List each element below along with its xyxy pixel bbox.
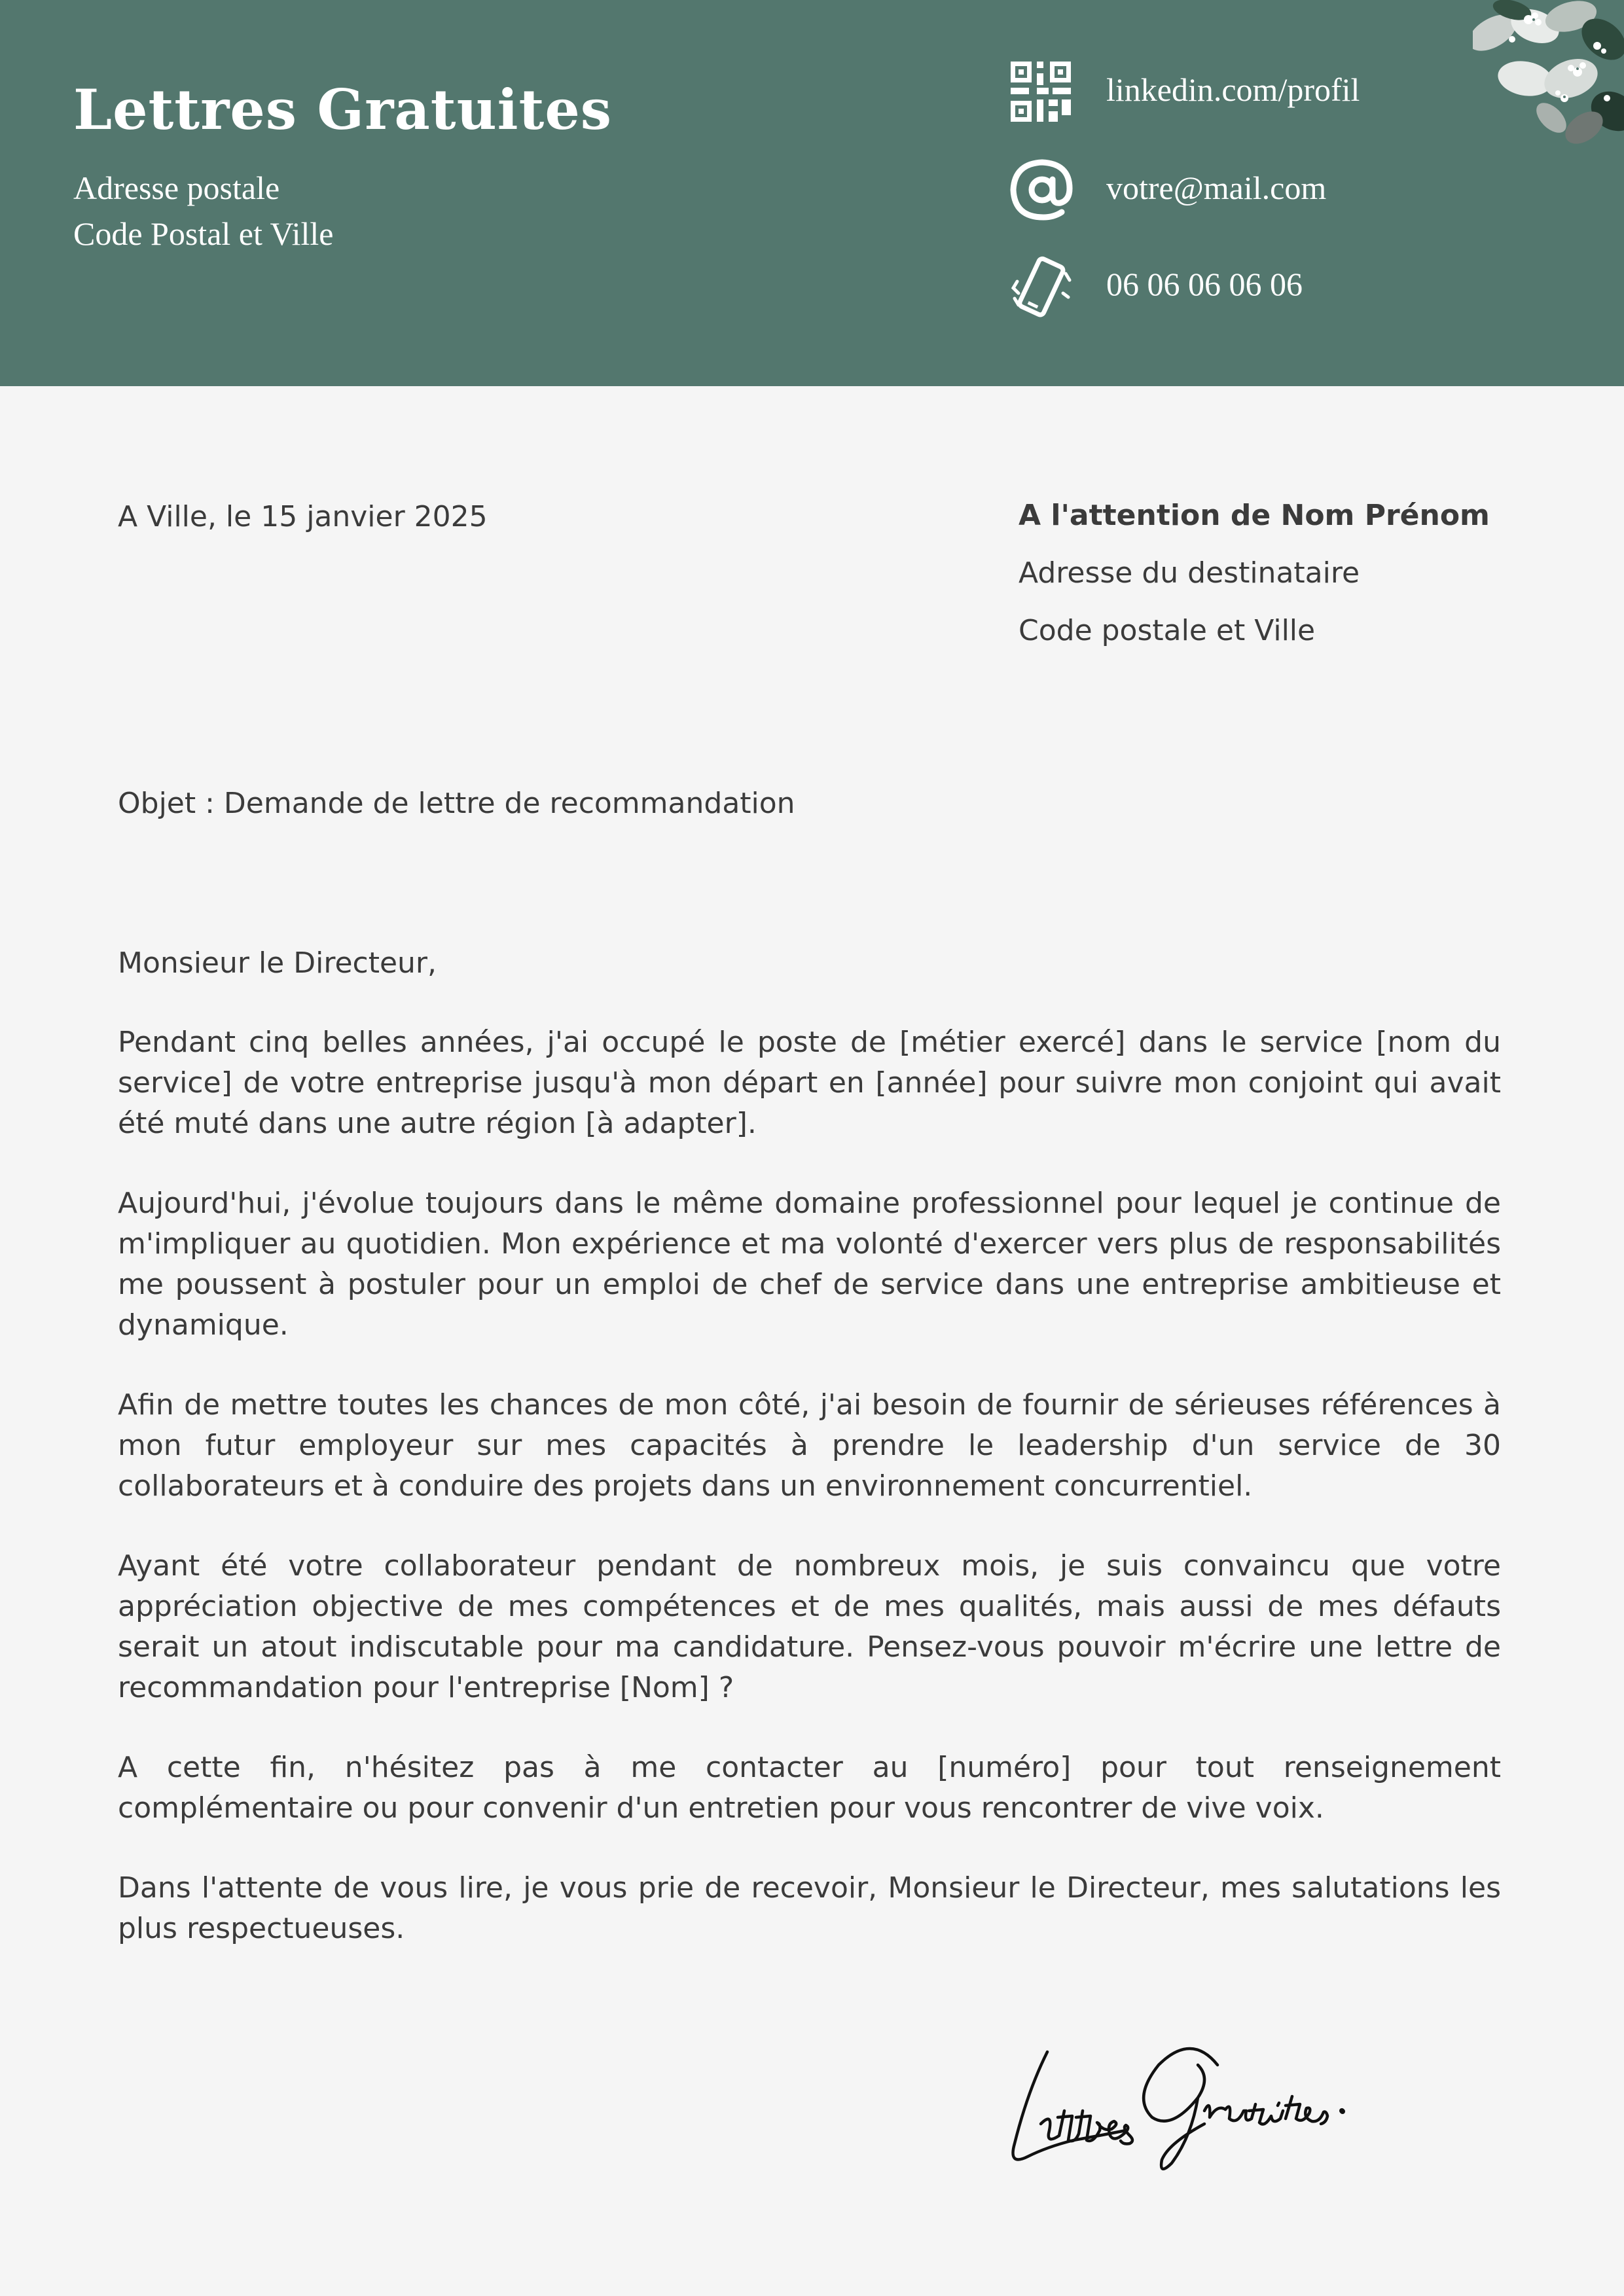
recipient-address: Adresse du destinataire [1019, 556, 1360, 590]
paragraph: Afin de mettre toutes les chances de mon côté, j'ai besoin de fournir de sérieuses références à mon futur employeur sur mes capacités à prendre le leadership d'un service de 30 collaborateurs et à conduire des projets dans un environnement concurrentiel. [118, 1388, 1501, 1503]
subject-line: Objet : Demande de lettre de recommandation [118, 787, 795, 820]
sender-city: Code Postal et Ville [73, 215, 334, 252]
paragraph: Pendant cinq belles années, j'ai occupé le poste de [métier exercé] dans le service [nom du service] de votre entreprise jusqu'à mon départ en [année] pour suivre mon conjoint qui avait été muté dans une autre région [à adapter]. [118, 1026, 1501, 1140]
floral-decoration [1473, 0, 1624, 157]
sender-address: Adresse postale [73, 170, 280, 206]
paragraph: Dans l'attente de vous lire, je vous prie de recevoir, Monsieur le Directeur, mes salutations les plus respectueuses. [118, 1871, 1501, 1945]
salutation: Monsieur le Directeur, [118, 946, 437, 980]
paragraph: Ayant été votre collaborateur pendant de nombreux mois, je suis convaincu que votre appréciation objective de mes compétences et de mes qualités, mais aussi de mes défauts serait un atout indiscutable pour ma candidature. Pensez-vous pouvoir m'écrire une lettre de recommandation pour l'entreprise [Nom] ? [118, 1549, 1501, 1704]
linkedin-text: linkedin.com/profil [1106, 71, 1360, 108]
recipient-city: Code postale et Ville [1019, 614, 1316, 647]
paragraph: A cette fin, n'hésitez pas à me contacter au [numéro] pour tout renseignement complémentaire ou pour convenir d'un entretien pour vous rencontrer de vive voix. [118, 1751, 1501, 1825]
date-place: A Ville, le 15 janvier 2025 [118, 500, 488, 533]
signature [1001, 2013, 1381, 2176]
qr-code-icon [1008, 59, 1074, 124]
paragraph: Aujourd'hui, j'évolue toujours dans le même domaine professionnel pour lequel je continue de m'impliquer au quotidien. Mon expérience et ma volonté d'exercer vers plus de responsabilités me poussent à postuler pour un emploi de chef de service dans une entreprise ambitieuse et dynamique. [118, 1187, 1501, 1342]
at-sign-icon [1008, 157, 1074, 223]
header-band [0, 0, 1624, 386]
recipient-attention: A l'attention de Nom Prénom [1019, 499, 1490, 532]
phone-icon [1008, 255, 1074, 321]
brand-name: Lettres Gratuites [73, 77, 613, 142]
phone-text: 06 06 06 06 06 [1106, 266, 1303, 302]
email-text: votre@mail.com [1106, 170, 1327, 206]
